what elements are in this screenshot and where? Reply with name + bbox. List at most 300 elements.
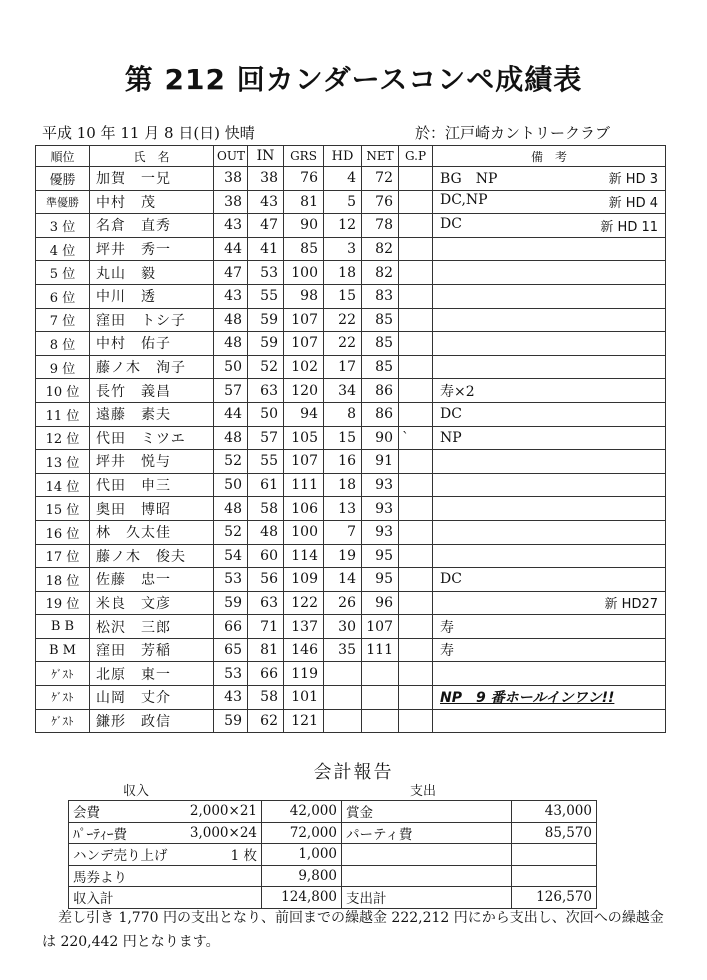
net-score: 93 [362,520,399,544]
col-header-rank: 順位 [36,146,90,167]
out-score: 48 [214,332,248,356]
expense-item-label: パーティ費 [342,822,512,844]
table-row [36,520,666,544]
remarks-cell [433,426,666,450]
gp-cell [399,237,433,261]
expense-item-label: 支出計 [342,887,512,909]
out-score: 54 [214,544,248,568]
table-row [36,355,666,379]
table-row [36,426,666,450]
name-cell: 北原 東一 [90,662,214,686]
in-score: 56 [248,568,284,592]
rank-cell: 5 位 [36,261,90,285]
col-header-net: NET [362,146,399,167]
name-cell: 佐藤 忠一 [90,568,214,592]
in-score: 50 [248,402,284,426]
table-row [36,261,666,285]
net-score: 90 [362,426,399,450]
handicap: 7 [324,520,362,544]
gross-score: 100 [284,520,324,544]
name-cell: 林 久太佳 [90,520,214,544]
out-score: 53 [214,568,248,592]
event-venue: 於：江戸崎カントリークラブ [415,124,611,142]
out-score: 48 [214,497,248,521]
net-score: 95 [362,544,399,568]
gp-cell [399,214,433,238]
rank-cell: 8 位 [36,332,90,356]
expense-item-label: 賞金 [342,801,512,823]
net-score [362,662,399,686]
handicap [324,709,362,733]
name-cell: 加賀 一兄 [90,167,214,191]
remarks-cell [433,591,666,615]
gp-cell [399,284,433,308]
gross-score: 111 [284,473,324,497]
col-header-remarks: 備 考 [433,146,666,167]
table-row [36,379,666,403]
out-score: 50 [214,355,248,379]
new-handicap-note: 新 HD 4 [608,196,658,212]
rank-cell: 17 位 [36,544,90,568]
gross-score: 107 [284,450,324,474]
net-score: 78 [362,214,399,238]
remarks-cell [433,686,666,710]
new-handicap-note: 新 HD 3 [608,172,658,188]
out-score: 44 [214,402,248,426]
table-row [36,214,666,238]
remark-text: NP [440,429,462,446]
gross-score: 105 [284,426,324,450]
table-row [36,237,666,261]
name-cell: 奥田 博昭 [90,497,214,521]
net-score: 91 [362,450,399,474]
remarks-cell [433,520,666,544]
table-row [36,190,666,214]
rank-cell: ｹﾞｽﾄ [36,686,90,710]
rank-cell: 18 位 [36,568,90,592]
net-score: 93 [362,497,399,521]
out-score: 43 [214,284,248,308]
results-table [35,145,666,733]
expense-item-amount [512,865,597,887]
remarks-cell [433,237,666,261]
name-cell: 藤ノ木 俊夫 [90,544,214,568]
remark-text: NP 9 番ホールインワン!! [440,690,615,707]
expense-item-amount: 85,570 [512,822,597,844]
gross-score: 101 [284,686,324,710]
expense-item-label [342,844,512,866]
handicap: 15 [324,284,362,308]
in-score: 38 [248,167,284,191]
table-row [36,450,666,474]
name-cell: 窪田 芳稲 [90,638,214,662]
rank-cell: 11 位 [36,402,90,426]
remark-text: DC [440,406,462,423]
table-row [36,308,666,332]
income-item-amount: 9,800 [262,865,342,887]
gross-score: 106 [284,497,324,521]
remarks-cell [433,332,666,356]
income-item-quantity: 2,000×21 [179,801,262,823]
table-row [36,544,666,568]
gross-score: 98 [284,284,324,308]
name-cell: 中村 佑子 [90,332,214,356]
new-handicap-note: 新 HD 11 [600,219,658,235]
name-cell: 代田 申三 [90,473,214,497]
gp-cell [399,497,433,521]
gp-cell [399,261,433,285]
table-row [36,332,666,356]
remarks-cell [433,473,666,497]
income-item-amount: 124,800 [262,887,342,909]
col-header-grs: GRS [284,146,324,167]
net-score: 111 [362,638,399,662]
name-cell: 窪田 トシ子 [90,308,214,332]
in-score: 66 [248,662,284,686]
handicap: 17 [324,355,362,379]
in-score: 60 [248,544,284,568]
name-cell: 名倉 直秀 [90,214,214,238]
handicap: 34 [324,379,362,403]
net-score [362,709,399,733]
col-header-name: 氏 名 [90,146,214,167]
in-score: 71 [248,615,284,639]
name-cell: 遠藤 素夫 [90,402,214,426]
accounting-row [69,887,597,909]
in-score: 59 [248,308,284,332]
handicap: 22 [324,332,362,356]
out-score: 65 [214,638,248,662]
income-item-quantity [179,865,262,887]
remarks-cell [433,568,666,592]
gp-cell [399,591,433,615]
footer-note-text: 差し引き 1,770 円の支出となり、前回までの繰越金 222,212 円にから支出し、次回への繰越金は 220,442 円となります。 [42,910,664,950]
remarks-cell [433,544,666,568]
gp-cell [399,308,433,332]
remarks-cell [433,402,666,426]
net-score: 72 [362,167,399,191]
handicap: 22 [324,308,362,332]
income-item-quantity [179,887,262,909]
out-score: 38 [214,167,248,191]
gross-score: 76 [284,167,324,191]
gross-score: 100 [284,261,324,285]
out-score: 66 [214,615,248,639]
gross-score: 102 [284,355,324,379]
handicap: 14 [324,568,362,592]
remark-text: BG NP [440,171,498,188]
in-score: 58 [248,686,284,710]
gross-score: 107 [284,308,324,332]
page-title: 第 212 回カンダースコンペ成績表 [124,63,583,96]
in-score: 58 [248,497,284,521]
accounting-row [69,844,597,866]
net-score: 76 [362,190,399,214]
results-header-row [36,146,666,167]
gp-cell [399,662,433,686]
rank-cell: 3 位 [36,214,90,238]
income-item-amount: 72,000 [262,822,342,844]
handicap: 4 [324,167,362,191]
income-item-label: ﾊﾟｰﾃｨｰ費 [69,822,179,844]
new-handicap-note: 新 HD27 [604,597,658,613]
gp-cell [399,402,433,426]
name-cell: 中川 透 [90,284,214,308]
table-row [36,662,666,686]
table-row [36,402,666,426]
gp-cell [399,686,433,710]
accounting-row [69,801,597,823]
income-item-amount: 1,000 [262,844,342,866]
in-score: 41 [248,237,284,261]
handicap: 15 [324,426,362,450]
rank-cell: 13 位 [36,450,90,474]
gp-cell [399,520,433,544]
remarks-cell [433,284,666,308]
name-cell: 坪井 秀一 [90,237,214,261]
table-row [36,638,666,662]
gross-score: 119 [284,662,324,686]
name-cell: 長竹 義昌 [90,379,214,403]
remarks-cell [433,497,666,521]
accounting-table [68,800,597,909]
name-cell: 山岡 丈介 [90,686,214,710]
event-date-weather: 平成 10 年 11 月 8 日(日) 快晴 [42,124,255,142]
gross-score: 109 [284,568,324,592]
rank-cell: ｹﾞｽﾄ [36,709,90,733]
remarks-cell [433,355,666,379]
gross-score: 146 [284,638,324,662]
table-row [36,686,666,710]
out-score: 38 [214,190,248,214]
gross-score: 90 [284,214,324,238]
remark-text: DC [440,215,462,232]
out-score: 50 [214,473,248,497]
remark-text: 寿 [440,643,454,660]
gp-cell [399,332,433,356]
in-score: 59 [248,332,284,356]
table-row [36,284,666,308]
name-cell: 鎌形 政信 [90,709,214,733]
net-score: 95 [362,568,399,592]
col-header-out: OUT [214,146,248,167]
handicap: 13 [324,497,362,521]
rank-cell: 12 位 [36,426,90,450]
remarks-cell [433,638,666,662]
rank-cell: 19 位 [36,591,90,615]
out-score: 59 [214,591,248,615]
gp-cell [399,638,433,662]
handicap: 19 [324,544,362,568]
in-score: 55 [248,284,284,308]
rank-cell: B M [36,638,90,662]
in-score: 63 [248,379,284,403]
income-label: 収入 [123,784,150,799]
out-score: 44 [214,237,248,261]
table-row [36,568,666,592]
out-score: 57 [214,379,248,403]
net-score: 85 [362,308,399,332]
gp-cell [399,615,433,639]
accounting-row [69,865,597,887]
table-row [36,497,666,521]
gross-score: 137 [284,615,324,639]
gp-cell [399,473,433,497]
expense-label: 支出 [410,784,437,799]
handicap [324,662,362,686]
rank-cell: 16 位 [36,520,90,544]
table-row [36,615,666,639]
remarks-cell [433,214,666,238]
gp-cell [399,568,433,592]
table-row [36,473,666,497]
handicap: 35 [324,638,362,662]
gross-score: 85 [284,237,324,261]
col-header-gp: G.P [399,146,433,167]
table-row [36,167,666,191]
net-score: 82 [362,237,399,261]
expense-item-amount: 43,000 [512,801,597,823]
handicap: 26 [324,591,362,615]
name-cell: 松沢 三郎 [90,615,214,639]
handicap: 18 [324,261,362,285]
name-cell: 米良 文彦 [90,591,214,615]
in-score: 48 [248,520,284,544]
net-score: 82 [362,261,399,285]
gp-cell [399,190,433,214]
gross-score: 120 [284,379,324,403]
out-score: 47 [214,261,248,285]
out-score: 43 [214,214,248,238]
in-score: 81 [248,638,284,662]
handicap: 8 [324,402,362,426]
rank-cell: 7 位 [36,308,90,332]
net-score [362,686,399,710]
rank-cell: 9 位 [36,355,90,379]
name-cell: 代田 ミツエ [90,426,214,450]
in-score: 47 [248,214,284,238]
income-item-label: ハンデ売り上げ [69,844,179,866]
rank-cell: 準優勝 [36,190,90,214]
gross-score: 94 [284,402,324,426]
in-score: 61 [248,473,284,497]
accounting-title: 会計報告 [313,762,394,783]
in-score: 53 [248,261,284,285]
rank-cell: 14 位 [36,473,90,497]
gross-score: 114 [284,544,324,568]
out-score: 52 [214,450,248,474]
remark-text: 寿×2 [440,383,475,400]
in-score: 43 [248,190,284,214]
rank-cell: 15 位 [36,497,90,521]
remarks-cell [433,308,666,332]
gross-score: 81 [284,190,324,214]
in-score: 62 [248,709,284,733]
net-score: 86 [362,379,399,403]
in-score: 55 [248,450,284,474]
handicap: 3 [324,237,362,261]
accounting-row [69,822,597,844]
gross-score: 122 [284,591,324,615]
expense-item-amount: 126,570 [512,887,597,909]
in-score: 63 [248,591,284,615]
col-header-in: IN [248,146,284,167]
expense-item-amount [512,844,597,866]
remarks-cell [433,615,666,639]
net-score: 93 [362,473,399,497]
out-score: 48 [214,308,248,332]
net-score: 83 [362,284,399,308]
expense-item-label [342,865,512,887]
handicap: 12 [324,214,362,238]
remark-text: DC [440,571,462,588]
out-score: 52 [214,520,248,544]
remarks-cell [433,190,666,214]
col-header-hd: HD [324,146,362,167]
income-item-quantity: 1 枚 [179,844,262,866]
gp-cell [399,544,433,568]
out-score: 53 [214,662,248,686]
out-score: 43 [214,686,248,710]
handicap: 5 [324,190,362,214]
rank-cell: ｹﾞｽﾄ [36,662,90,686]
rank-cell: 4 位 [36,237,90,261]
income-item-label: 馬券より [69,865,179,887]
gp-cell [399,379,433,403]
net-score: 107 [362,615,399,639]
gp-cell: ` [399,426,433,450]
net-score: 85 [362,332,399,356]
remark-text: 寿 [440,619,454,636]
income-item-label: 会費 [69,801,179,823]
rank-cell: 優勝 [36,167,90,191]
remarks-cell [433,709,666,733]
income-item-amount: 42,000 [262,801,342,823]
handicap: 16 [324,450,362,474]
remark-text: DC,NP [440,192,488,209]
remarks-cell [433,379,666,403]
gp-cell [399,709,433,733]
gross-score: 121 [284,709,324,733]
income-item-quantity: 3,000×24 [179,822,262,844]
gp-cell [399,450,433,474]
in-score: 57 [248,426,284,450]
out-score: 59 [214,709,248,733]
income-item-label: 収入計 [69,887,179,909]
rank-cell: B B [36,615,90,639]
net-score: 96 [362,591,399,615]
handicap [324,686,362,710]
table-row [36,591,666,615]
gp-cell [399,355,433,379]
name-cell: 藤ノ木 洵子 [90,355,214,379]
name-cell: 中村 茂 [90,190,214,214]
remarks-cell [433,662,666,686]
handicap: 18 [324,473,362,497]
gross-score: 107 [284,332,324,356]
name-cell: 坪井 悦与 [90,450,214,474]
remarks-cell [433,450,666,474]
footer-note [42,906,672,954]
remarks-cell [433,261,666,285]
in-score: 52 [248,355,284,379]
rank-cell: 6 位 [36,284,90,308]
table-row [36,709,666,733]
handicap: 30 [324,615,362,639]
remarks-cell [433,167,666,191]
gp-cell [399,167,433,191]
net-score: 85 [362,355,399,379]
